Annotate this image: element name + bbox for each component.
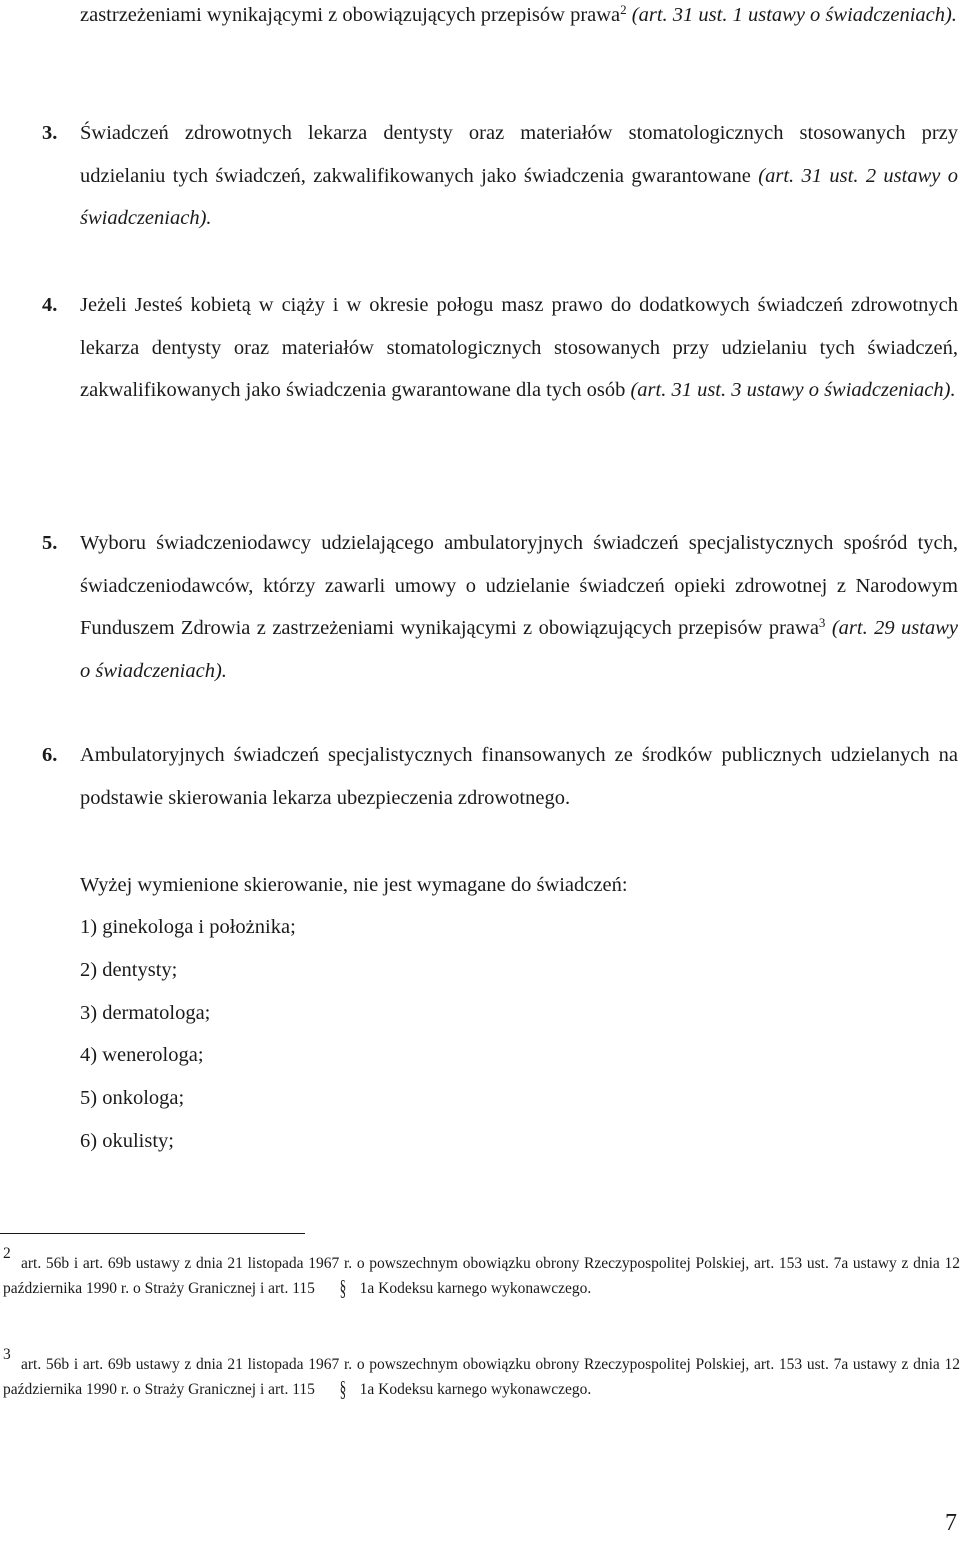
- list-item: 1) ginekologa i położnika;: [80, 916, 296, 938]
- item-number: 5.: [42, 532, 58, 554]
- item-number: 3.: [42, 122, 58, 144]
- exemption-list: [80, 906, 296, 1163]
- item-text: Ambulatoryjnych świadczeń specjalistycznych finansowanych ze środków publicznych udzielanych na podstawie skierowania lekarza ubezpieczenia zdrowotnego.: [80, 744, 958, 809]
- footnote-mark: 3: [3, 1346, 11, 1363]
- continuation-paragraph: [80, 0, 958, 37]
- footnote-ref-2: 2: [620, 2, 627, 17]
- exemption-intro: Wyżej wymienione skierowanie, nie jest wymagane do świadczeń:: [80, 874, 628, 896]
- item-number: 4.: [42, 294, 58, 316]
- page-number: 7: [945, 1510, 957, 1536]
- item-text: Świadczeń zdrowotnych lekarza dentysty oraz materiałów stomatologicznych stosowanych przy udzielaniu tych świadczeń, zakwalifikowanych jako świadczenia gwarantowane: [80, 122, 958, 187]
- footnote-text-tail: 1a Kodeksu karnego wykonawczego.: [359, 1381, 592, 1398]
- item-text: Wyboru świadczeniodawcy udzielającego ambulatoryjnych świadczeń specjalistycznych spośród tych, świadczeniodawców, którzy zawarli umowy o udzielanie świadczeń opieki zdrowotnej z Narodowym Funduszem Zdrowia z zastrzeżeniami wynikającymi z obowiązujących przepisów prawa: [80, 532, 958, 639]
- footnote-ref-3: 3: [818, 615, 826, 630]
- list-item: 5) onkologa;: [80, 1087, 185, 1110]
- footnote-separator: [0, 1233, 305, 1234]
- item-citation: (art. 31 ust. 2 ustawy o świadczeniach).: [80, 164, 958, 229]
- list-item: 3) dermatologa;: [80, 1001, 211, 1024]
- item-number: 6.: [42, 744, 58, 766]
- list-item: 4) wenerologa;: [80, 1044, 204, 1067]
- list-item-5: [42, 522, 958, 692]
- item-citation: (art. 31 ust. 3 ustawy o świadczeniach).: [630, 379, 956, 401]
- item-text: Jeżeli Jesteś kobietą w ciąży i w okresie połogu masz prawo do dodatkowych świadczeń zdrowotnych lekarza dentysty oraz materiałów stomatologicznych stosowanych przy udzielaniu tych świadczeń, zakwalifikowanych jako świadczenia gwarantowane dla tych osób: [80, 294, 958, 401]
- continuation-citation: (art. 31 ust. 1 ustawy o świadczeniach).: [626, 4, 957, 26]
- list-item: 2) dentysty;: [80, 958, 178, 981]
- item-citation: (art. 29 ustawy o świadczeniach).: [80, 617, 958, 682]
- continuation-text: zastrzeżeniami wynikającymi z obowiązujących przepisów prawa: [80, 4, 621, 26]
- footnote-text: art. 56b i art. 69b ustawy z dnia 21 listopada 1967 r. o powszechnym obowiązku obrony Rzeczypospolitej Polskiej, art. 153 ust. 7a ustawy z dnia 12 października 1990 r. o Straży Granicznej i art. 115: [3, 1255, 960, 1297]
- list-item-4: [42, 284, 958, 412]
- footnote-2: 2 art. 56b i art. 69b ustawy z dnia 21 listopada 1967 r. o powszechnym obowiązku obrony Rzeczypospolitej Polskiej, art. 153 ust. 7a ustawy z dnia 12 października 1990 r. o Straży Granicznej i art. 115 § 1a Kodeksu karnego wykonawczego.: [3, 1251, 960, 1301]
- footnote-text: art. 56b i art. 69b ustawy z dnia 21 listopada 1967 r. o powszechnym obowiązku obrony Rzeczypospolitej Polskiej, art. 153 ust. 7a ustawy z dnia 12 października 1990 r. o Straży Granicznej i art. 115: [3, 1356, 960, 1398]
- footnote-mark: 2: [3, 1245, 11, 1262]
- list-item-6: [42, 734, 958, 819]
- footnote-text-tail: 1a Kodeksu karnego wykonawczego.: [359, 1280, 592, 1297]
- list-item: 6) okulisty;: [80, 1129, 174, 1152]
- list-item-3: [42, 112, 958, 240]
- footnote-3: 3 art. 56b i art. 69b ustawy z dnia 21 listopada 1967 r. o powszechnym obowiązku obrony Rzeczypospolitej Polskiej, art. 153 ust. 7a ustawy z dnia 12 października 1990 r. o Straży Granicznej i art. 115 § 1a Kodeksu karnego wykonawczego.: [3, 1352, 960, 1402]
